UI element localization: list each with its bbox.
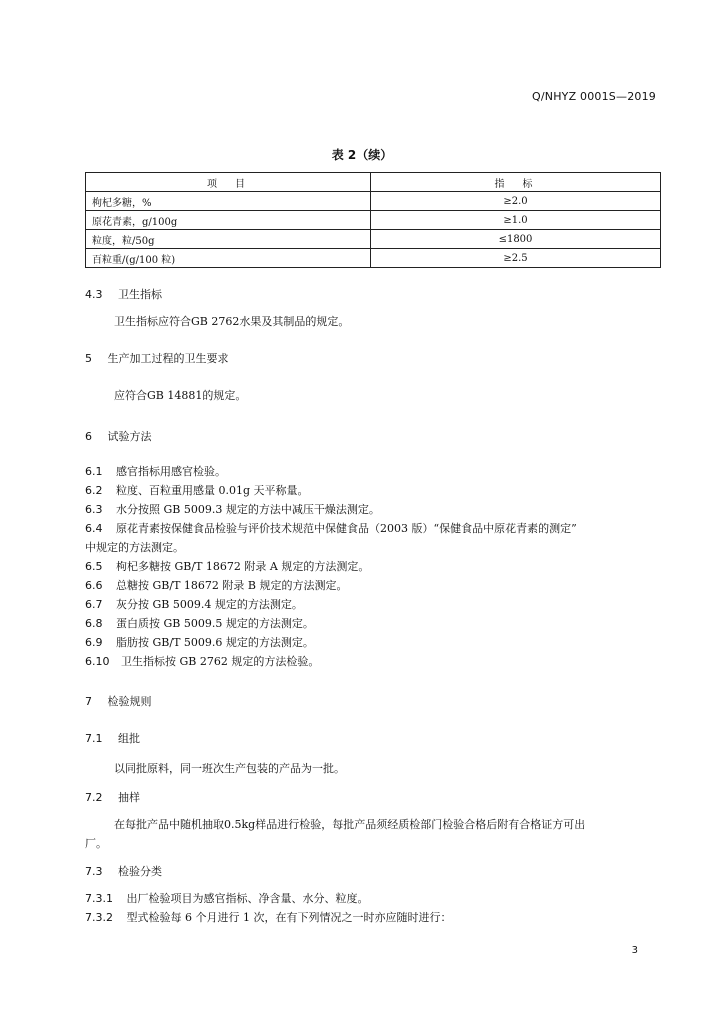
- section-number: 4.3: [85, 288, 103, 301]
- table-cell-value: ≥2.5: [371, 249, 661, 268]
- item-number: 6.1: [85, 465, 103, 478]
- section-5-text: 应符合GB 14881的规定。: [114, 389, 247, 402]
- spec-table: [85, 172, 661, 268]
- item-number: 6.6: [85, 579, 103, 592]
- section-number: 7.3: [85, 865, 103, 878]
- section-number: 7.1: [85, 732, 103, 745]
- item-number: 7.3.1: [85, 892, 113, 905]
- item-text: 出厂检验项目为感官指标、净含量、水分、粒度。: [126, 892, 369, 905]
- list-item: [85, 637, 314, 648]
- list-item: [85, 504, 380, 515]
- section-4-3-text: 卫生指标应符合GB 2762水果及其制品的规定。: [114, 315, 350, 328]
- item-number: 6.8: [85, 617, 103, 630]
- section-title: 检验分类: [118, 865, 162, 878]
- table-row: [86, 211, 661, 230]
- table-cell-value: ≥2.0: [371, 192, 661, 211]
- section-heading-4-3: [85, 289, 162, 300]
- section-heading-7-1: [85, 733, 140, 744]
- section-number: 5: [85, 352, 92, 365]
- table-cell-value: ≥1.0: [371, 211, 661, 230]
- section-heading-5: [85, 353, 229, 364]
- item-number: 6.9: [85, 636, 103, 649]
- table-cell-value: ≤1800: [371, 230, 661, 249]
- item-text: 枸杞多糖按 GB/T 18672 附录 A 规定的方法测定。: [116, 560, 370, 573]
- item-number: 6.3: [85, 503, 103, 516]
- table-cell-item: 原花青素，g/100g: [86, 211, 371, 230]
- section-7-2-text-line2: 厂。: [85, 837, 107, 850]
- list-item: [85, 912, 451, 923]
- section-title: 抽样: [118, 791, 140, 804]
- list-item-continuation: 中规定的方法测定。: [85, 541, 184, 554]
- list-item: [85, 485, 309, 496]
- item-text: 灰分按 GB 5009.4 规定的方法测定。: [116, 598, 303, 611]
- section-title: 检验规则: [107, 695, 152, 708]
- item-text: 水分按照 GB 5009.3 规定的方法中减压干燥法测定。: [116, 503, 380, 516]
- item-number: 6.2: [85, 484, 103, 497]
- list-item: [85, 599, 303, 610]
- section-heading-7: [85, 696, 152, 707]
- table-cell-item: 粒度，粒/50g: [86, 230, 371, 249]
- item-text: 粒度、百粒重用感量 0.01g 天平称量。: [116, 484, 309, 497]
- list-item: [85, 580, 347, 591]
- item-text: 原花青素按保健食品检验与评价技术规范中保健食品（2003 版）“保健食品中原花青素的测定”: [116, 522, 577, 535]
- item-text: 卫生指标按 GB 2762 规定的方法检验。: [121, 655, 320, 668]
- item-number: 6.7: [85, 598, 103, 611]
- table-row: [86, 192, 661, 211]
- item-text: 脂肪按 GB/T 5009.6 规定的方法测定。: [116, 636, 314, 649]
- item-number: 7.3.2: [85, 911, 113, 924]
- item-number: 6.10: [85, 655, 110, 668]
- section-title: 试验方法: [107, 430, 152, 443]
- section-number: 7.2: [85, 791, 103, 804]
- item-number: 6.5: [85, 560, 103, 573]
- section-7-1-text: 以同批原料，同一班次生产包装的产品为一批。: [114, 762, 345, 775]
- section-title: 组批: [118, 732, 140, 745]
- section-heading-6: [85, 431, 152, 442]
- list-item: [85, 656, 319, 667]
- standard-code: Q/NHYZ 0001S—2019: [532, 90, 656, 103]
- column-header-item: 项 目: [86, 173, 371, 192]
- section-heading-7-2: [85, 792, 140, 803]
- list-item: [85, 523, 577, 534]
- section-7-2-text-line1: 在每批产品中随机抽取0.5kg样品进行检验，每批产品须经质检部门检验合格后附有合格证方可出: [114, 818, 586, 831]
- table-cell-item: 百粒重/(g/100 粒): [86, 249, 371, 268]
- table-row: [86, 249, 661, 268]
- list-item: [85, 466, 226, 477]
- section-number: 6: [85, 430, 92, 443]
- table-row: [86, 230, 661, 249]
- list-item: [85, 893, 369, 904]
- section-heading-7-3: [85, 866, 162, 877]
- section-title: 生产加工过程的卫生要求: [107, 352, 229, 365]
- table-header-row: [86, 173, 661, 192]
- page-number: 3: [631, 945, 638, 956]
- item-text: 感官指标用感官检验。: [116, 465, 226, 478]
- section-title: 卫生指标: [118, 288, 162, 301]
- list-item: [85, 561, 369, 572]
- table-cell-item: 枸杞多糖，%: [86, 192, 371, 211]
- section-number: 7: [85, 695, 92, 708]
- column-header-value: 指 标: [371, 173, 661, 192]
- item-text: 总糖按 GB/T 18672 附录 B 规定的方法测定。: [116, 579, 348, 592]
- table-title: 表 2（续）: [331, 148, 393, 162]
- item-text: 蛋白质按 GB 5009.5 规定的方法测定。: [116, 617, 314, 630]
- item-text: 型式检验每 6 个月进行 1 次，在有下列情况之一时亦应随时进行：: [126, 911, 452, 924]
- item-number: 6.4: [85, 522, 103, 535]
- list-item: [85, 618, 314, 629]
